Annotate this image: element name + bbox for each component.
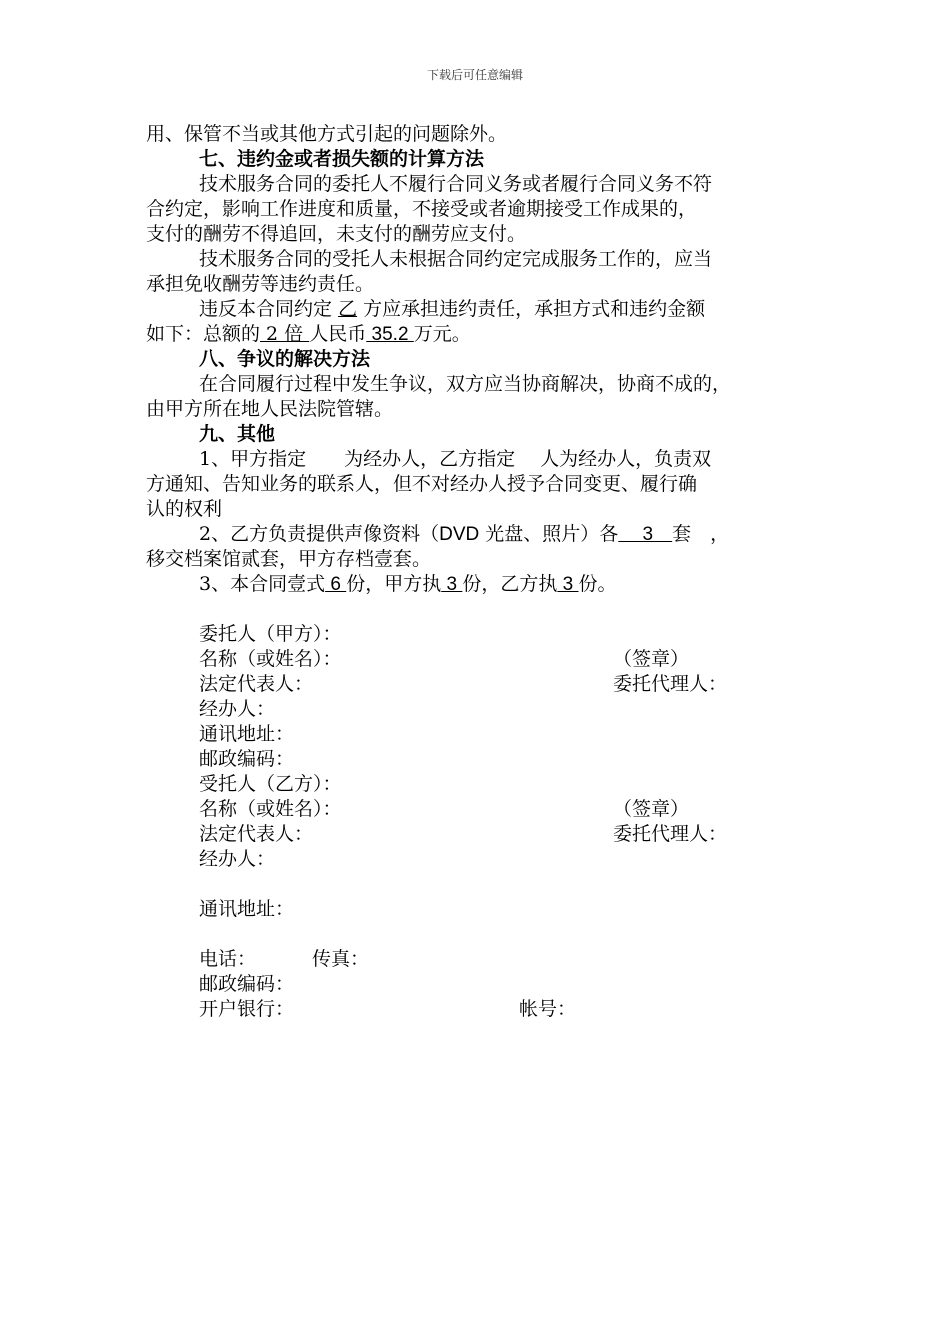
- fax-label: 传真：: [312, 948, 370, 970]
- address-label: 通讯地址：: [199, 898, 295, 920]
- paragraph-line: 1、甲方指定 为经办人，乙方指定 人为经办人，负责双: [199, 448, 712, 470]
- signature-line: [146, 772, 818, 797]
- signature-line: [146, 622, 818, 647]
- text: 份。: [578, 573, 617, 595]
- multiple-field: 2 倍: [260, 323, 310, 345]
- signature-line: [146, 997, 818, 1022]
- paragraph-line: 由甲方所在地人民法院管辖。: [146, 398, 394, 420]
- spacer: [146, 872, 818, 897]
- text: 万元。: [413, 323, 471, 345]
- count-field: 3: [618, 524, 673, 545]
- page-header: 下载后可任意编辑: [426, 68, 523, 82]
- paragraph-line: 支付的酬劳不得追回，未支付的酬劳应支付。: [146, 223, 527, 245]
- section-heading-8: 八、争议的解决方法: [199, 348, 371, 370]
- paragraph-line: [146, 322, 818, 347]
- paragraph-line: [146, 572, 818, 597]
- paragraph-line: 移交档案馆贰套，甲方存档壹套。: [146, 548, 432, 570]
- text: 光盘、照片）各: [479, 523, 619, 545]
- legal-rep-label: 法定代表人：: [199, 823, 314, 845]
- paragraph-line: 合约定，影响工作进度和质量，不接受或者逾期接受工作成果的，: [146, 198, 698, 220]
- document-body: [146, 122, 818, 1022]
- paragraph-line: [146, 522, 818, 547]
- signature-line: [146, 897, 818, 922]
- seal-label: （签章）: [613, 648, 690, 670]
- text: 人民币: [309, 323, 367, 345]
- paragraph-line: 认的权利: [146, 498, 223, 520]
- text: 套 ，: [672, 523, 730, 545]
- amount-field: 35.2: [366, 324, 414, 345]
- paragraph-line: 用、保管不当或其他方式引起的问题除外。: [146, 123, 508, 145]
- agent-label: 委托代理人：: [613, 673, 728, 695]
- text: 方应承担违约责任，承担方式和违约金额: [363, 298, 706, 320]
- signature-line: [146, 972, 818, 997]
- account-label: 帐号：: [519, 998, 577, 1020]
- agent-label: 委托代理人：: [613, 823, 728, 845]
- text: 如下：总额的: [146, 323, 261, 345]
- signature-line: [146, 797, 818, 822]
- spacer: [146, 922, 818, 947]
- text: 2、乙方负责提供声像资料（: [199, 523, 440, 545]
- paragraph-line: [146, 297, 818, 322]
- paragraph-line: 承担免收酬劳等违约责任。: [146, 273, 375, 295]
- text: DVD: [439, 524, 480, 545]
- signature-line: [146, 822, 818, 847]
- copies-party-b-field: 3: [557, 574, 579, 595]
- paragraph-line: 方通知、告知业务的联系人，但不对经办人授予合同变更、履行确: [146, 473, 698, 495]
- section-heading-9: 九、其他: [199, 423, 276, 445]
- signature-line: [146, 697, 818, 722]
- paragraph-line: 技术服务合同的委托人不履行合同义务或者履行合同义务不符: [199, 173, 713, 195]
- seal-label: （签章）: [613, 798, 690, 820]
- paragraph-line: 技术服务合同的受托人未根据合同约定完成服务工作的，应当: [199, 248, 713, 270]
- signature-line: [146, 947, 818, 972]
- postcode-label: 邮政编码：: [199, 748, 295, 770]
- bank-label: 开户银行：: [199, 998, 295, 1020]
- text: 违反本合同约定: [199, 298, 333, 320]
- signature-line: [146, 672, 818, 697]
- client-label: 委托人（甲方）：: [199, 623, 342, 645]
- address-label: 通讯地址：: [199, 723, 295, 745]
- signature-line: [146, 847, 818, 872]
- copies-total-field: 6: [325, 574, 347, 595]
- handler-label: 经办人：: [199, 848, 276, 870]
- paragraph-line: 在合同履行过程中发生争议，双方应当协商解决，协商不成的，: [199, 373, 732, 395]
- signature-line: [146, 747, 818, 772]
- legal-rep-label: 法定代表人：: [199, 673, 314, 695]
- spacer: [146, 597, 818, 622]
- name-label: 名称（或姓名）：: [199, 798, 342, 820]
- handler-label: 经办人：: [199, 698, 276, 720]
- name-label: 名称（或姓名）：: [199, 648, 342, 670]
- signature-line: [146, 722, 818, 747]
- party-field: 乙: [338, 298, 358, 320]
- text: 3、本合同壹式: [199, 573, 326, 595]
- postcode-label: 邮政编码：: [199, 973, 295, 995]
- trustee-label: 受托人（乙方）：: [199, 773, 342, 795]
- text: 份，乙方执: [462, 573, 558, 595]
- section-heading-7: 七、违约金或者损失额的计算方法: [199, 148, 485, 170]
- copies-party-a-field: 3: [441, 574, 463, 595]
- phone-label: 电话：: [199, 948, 257, 970]
- text: 份，甲方执: [346, 573, 442, 595]
- signature-line: [146, 647, 818, 672]
